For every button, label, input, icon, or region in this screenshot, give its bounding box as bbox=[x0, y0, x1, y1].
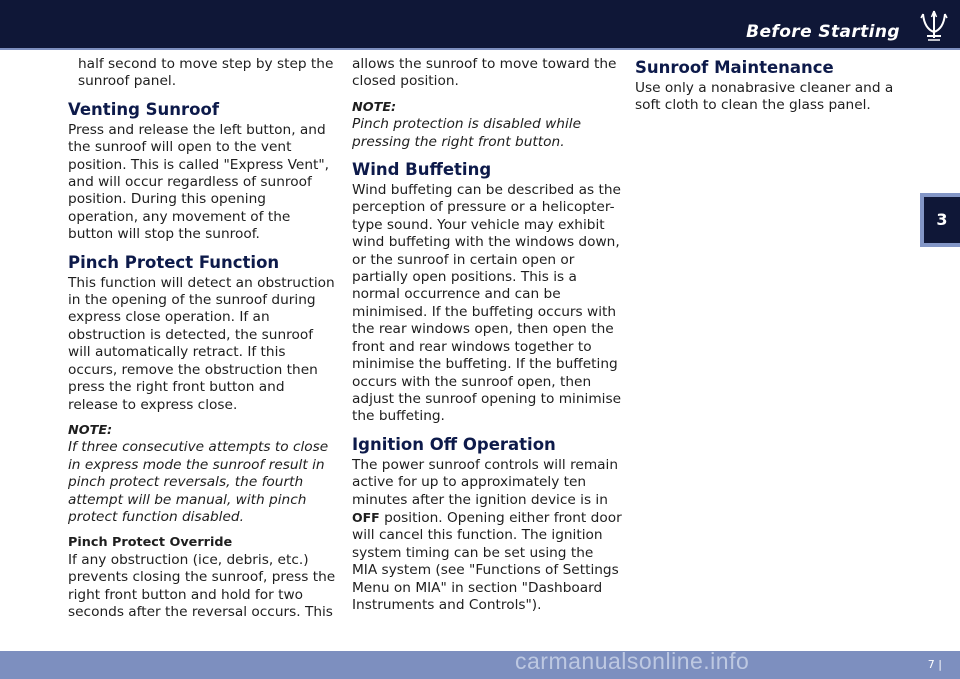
override-heading: Pinch Protect Override bbox=[68, 535, 233, 551]
ignition-text-b: position. Opening either front door will cancel this function. The ignition system timing can be set using the MIA system (see "Functions of Settings Menu on MIA" in section "Dashboard Instruments and Controls"). bbox=[352, 509, 622, 613]
column-3 bbox=[635, 56, 905, 115]
ignition-text-a: The power sunroof controls will remain active for up to approximately ten minutes after the ignition device is in bbox=[352, 456, 619, 508]
maintenance-text: Use only a nonabrasive cleaner and a soft cloth to clean the glass panel. bbox=[635, 80, 894, 114]
chapter-tab bbox=[920, 193, 960, 247]
ignition-text bbox=[352, 457, 622, 615]
venting-text: Press and release the left button, and the sunroof will open to the vent position. This is called "Express Vent", and will occur regardless of sunroof position. During this opening operation, any movement of the button will stop the sunroof. bbox=[68, 121, 330, 243]
wind-heading: Wind Buffeting bbox=[352, 160, 492, 180]
override-text: If any obstruction (ice, debris, etc.) prevents closing the sunroof, press the right front button and hold for two seconds after the reversal occurs. This bbox=[68, 551, 336, 620]
note-text: If three consecutive attempts to close in express mode the sunroof result in pinch protect reversals, the fourth attempt will be manual, with pinch protect function disabled. bbox=[68, 439, 329, 525]
note-text: Pinch protection is disabled while pressing the right front button. bbox=[352, 116, 581, 150]
maintenance-heading: Sunroof Maintenance bbox=[635, 58, 834, 77]
off-keyword: OFF bbox=[352, 509, 380, 525]
page-number: 7 | bbox=[927, 658, 942, 671]
wind-text: Wind buffeting can be described as the perception of pressure or a helicopter-type sound. Your vehicle may exhibit wind buffeting with the windows down, or the sunroof in certain open or partially open positions. This is a normal occurrence and can be minimised. If the buffeting occurs with the rear windows open, then open the front and rear windows together to minimise the buffeting. If the buffeting occurs with the sunroof open, then adjust the sunroof opening to minimise the buffeting. bbox=[352, 182, 622, 425]
pinch-heading: Pinch Protect Function bbox=[68, 252, 280, 272]
section-title: Before Starting bbox=[746, 22, 900, 42]
note-label: NOTE: bbox=[68, 422, 113, 438]
chapter-number: 3 bbox=[924, 197, 960, 243]
header-rule bbox=[0, 48, 960, 50]
note-label: NOTE: bbox=[352, 99, 397, 115]
watermark: carmanualsonline.info bbox=[515, 648, 750, 674]
page-footer bbox=[0, 651, 960, 679]
venting-heading: Venting Sunroof bbox=[68, 99, 220, 119]
intro-text: half second to move step by step the sunroof panel. bbox=[78, 56, 334, 90]
trident-logo-icon bbox=[918, 8, 950, 44]
pinch-text: This function will detect an obstruction in the opening of the sunroof during express close operation. If an obstruction is detected, the sunroof will automatically retract. If this occurs, remove the obstruction then press the right front button and release to express close. bbox=[68, 274, 335, 413]
ignition-heading: Ignition Off Operation bbox=[352, 434, 556, 454]
column-2 bbox=[352, 56, 622, 614]
column-1 bbox=[68, 56, 336, 621]
intro-text: allows the sunroof to move toward the closed position. bbox=[352, 56, 617, 90]
page-header bbox=[0, 0, 960, 48]
